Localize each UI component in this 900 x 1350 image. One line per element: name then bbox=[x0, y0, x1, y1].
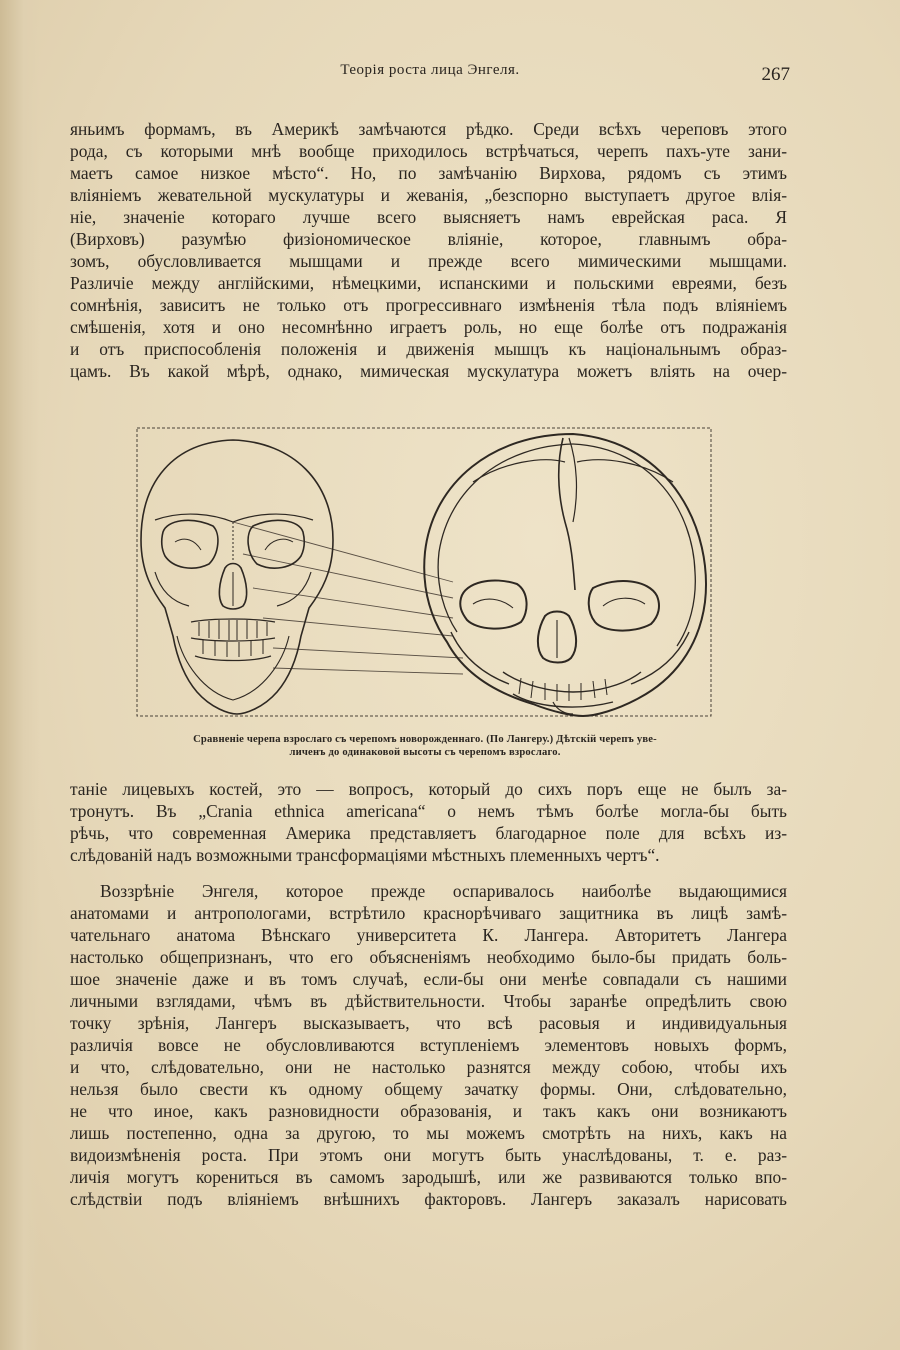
text-line: Воззрѣніе Энгеля, которое прежде оспаривалось наиболѣе выдающимися bbox=[100, 881, 787, 901]
caption-line: Сравненіе черепа взрослаго съ черепомъ новорожденнаго. (По Лангеру.) Дѣтскій черепъ уве- bbox=[193, 734, 657, 745]
comparison-guide-lines bbox=[233, 522, 463, 674]
adult-skull-drawing bbox=[141, 440, 333, 714]
paragraph-bottom bbox=[70, 880, 787, 1210]
text-line: видоизмѣненія роста. При этомъ они могутъ быть унаслѣдованы, т. е. раз- bbox=[70, 1145, 787, 1165]
text-line: лишь постепенно, одна за другою, то мы можемъ смотрѣть на нихъ, какъ на bbox=[70, 1123, 787, 1143]
skull-comparison-figure bbox=[133, 422, 717, 722]
text-line: не что иное, какъ разновидности образованія, и такъ какъ они возникаютъ bbox=[70, 1101, 787, 1121]
text-line: рѣчь, что современная Америка представляетъ благодарное поле для всѣхъ из- bbox=[70, 823, 787, 843]
text-line: и что, слѣдовательно, они не настолько разнятся между собою, чтобы ихъ bbox=[70, 1057, 787, 1077]
page-gutter-shadow bbox=[0, 0, 40, 1350]
text-line: рода, съ которыми мнѣ вообще приходилось встрѣчаться, черепъ пахъ-уте зани- bbox=[70, 141, 787, 161]
figure-caption bbox=[55, 733, 795, 759]
text-line: зомъ, обусловливается мышцами и прежде всего мимическими мышцами. bbox=[70, 251, 787, 271]
text-line: (Вирховъ) разумѣю физіономическое вліяніе, которое, главнымъ обра- bbox=[70, 229, 787, 249]
text-line: и отъ приспособленія положенія и движенія мышцъ къ національнымъ образ- bbox=[70, 339, 787, 359]
text-line: смѣшенія, хотя и оно несомнѣнно играетъ роль, но еще болѣе отъ подражанія bbox=[70, 317, 787, 337]
text-line: различія вовсе не обусловливаются вступленіемъ элементовъ новыхъ формъ, bbox=[70, 1035, 787, 1055]
text-line: цамъ. Въ какой мѣрѣ, однако, мимическая мускулатура можетъ вліять на очер- bbox=[70, 361, 787, 381]
text-line: настолько общепризнанъ, что его объясненіямъ необходимо было-бы придать боль- bbox=[70, 947, 787, 967]
text-line: анатомами и антропологами, встрѣтило краснорѣчиваго защитника въ лицѣ замѣ- bbox=[70, 903, 787, 923]
text-line: ніе, значеніе котораго лучше всего выясняетъ намъ еврейская раса. Я bbox=[70, 207, 787, 227]
text-line: точку зрѣнія, Лангеръ высказываетъ, что всѣ расовыя и индивидуальныя bbox=[70, 1013, 787, 1033]
text-line: личными взглядами, чѣмъ въ дѣйствительности. Чтобы заранѣе опредѣлить свою bbox=[70, 991, 787, 1011]
text-line: яньимъ формамъ, въ Америкѣ замѣчаются рѣдко. Среди всѣхъ череповъ этого bbox=[70, 119, 787, 139]
paragraph-top bbox=[70, 118, 787, 382]
running-title: Теорія роста лица Энгеля. bbox=[340, 62, 520, 78]
running-header bbox=[70, 58, 790, 88]
text-line: слѣдованій надъ возможными трансформаціями мѣстныхъ племенныхъ чертъ“. bbox=[70, 845, 660, 865]
text-line: вліяніемъ жевательной мускулатуры и жеванія, „безспорно выступаетъ другое влія- bbox=[70, 185, 787, 205]
text-line: таніе лицевыхъ костей, это — вопросъ, который до сихъ поръ еще не былъ за- bbox=[70, 779, 787, 799]
newborn-skull-drawing bbox=[424, 434, 706, 716]
text-line: тронутъ. Въ „Crania ethnica americana“ о немъ тѣмъ болѣе могла-бы быть bbox=[70, 801, 787, 821]
text-line: маетъ самое низкое мѣсто“. Но, по замѣчанію Вирхова, рядомъ съ этимъ bbox=[70, 163, 787, 183]
text-line: слѣдствіи подъ вліяніемъ внѣшнихъ факторовъ. Лангеръ заказалъ нарисовать bbox=[70, 1189, 787, 1209]
text-line: личія могутъ корениться въ самомъ зародышѣ, или же развиваются только впо- bbox=[70, 1167, 787, 1187]
page-number: 267 bbox=[761, 64, 790, 85]
text-line: сомнѣнія, зависитъ не только отъ прогрессивнаго измѣненія тѣла подъ вліяніемъ bbox=[70, 295, 787, 315]
text-line: нельзя было свести къ одному общему зачатку формы. Они, слѣдовательно, bbox=[70, 1079, 787, 1099]
text-line: чательнаго анатома Вѣнскаго университета К. Лангера. Авторитетъ Лангера bbox=[70, 925, 787, 945]
text-line: шое значеніе даже и въ томъ случаѣ, если-бы они менѣе совпадали съ нашими bbox=[70, 969, 787, 989]
caption-line: личенъ до одинаковой высоты съ черепомъ взрослаго. bbox=[289, 747, 561, 758]
paragraph-continue bbox=[70, 778, 787, 866]
text-line: Различіе между англійскими, нѣмецкими, испанскими и польскими евреями, безъ bbox=[70, 273, 787, 293]
